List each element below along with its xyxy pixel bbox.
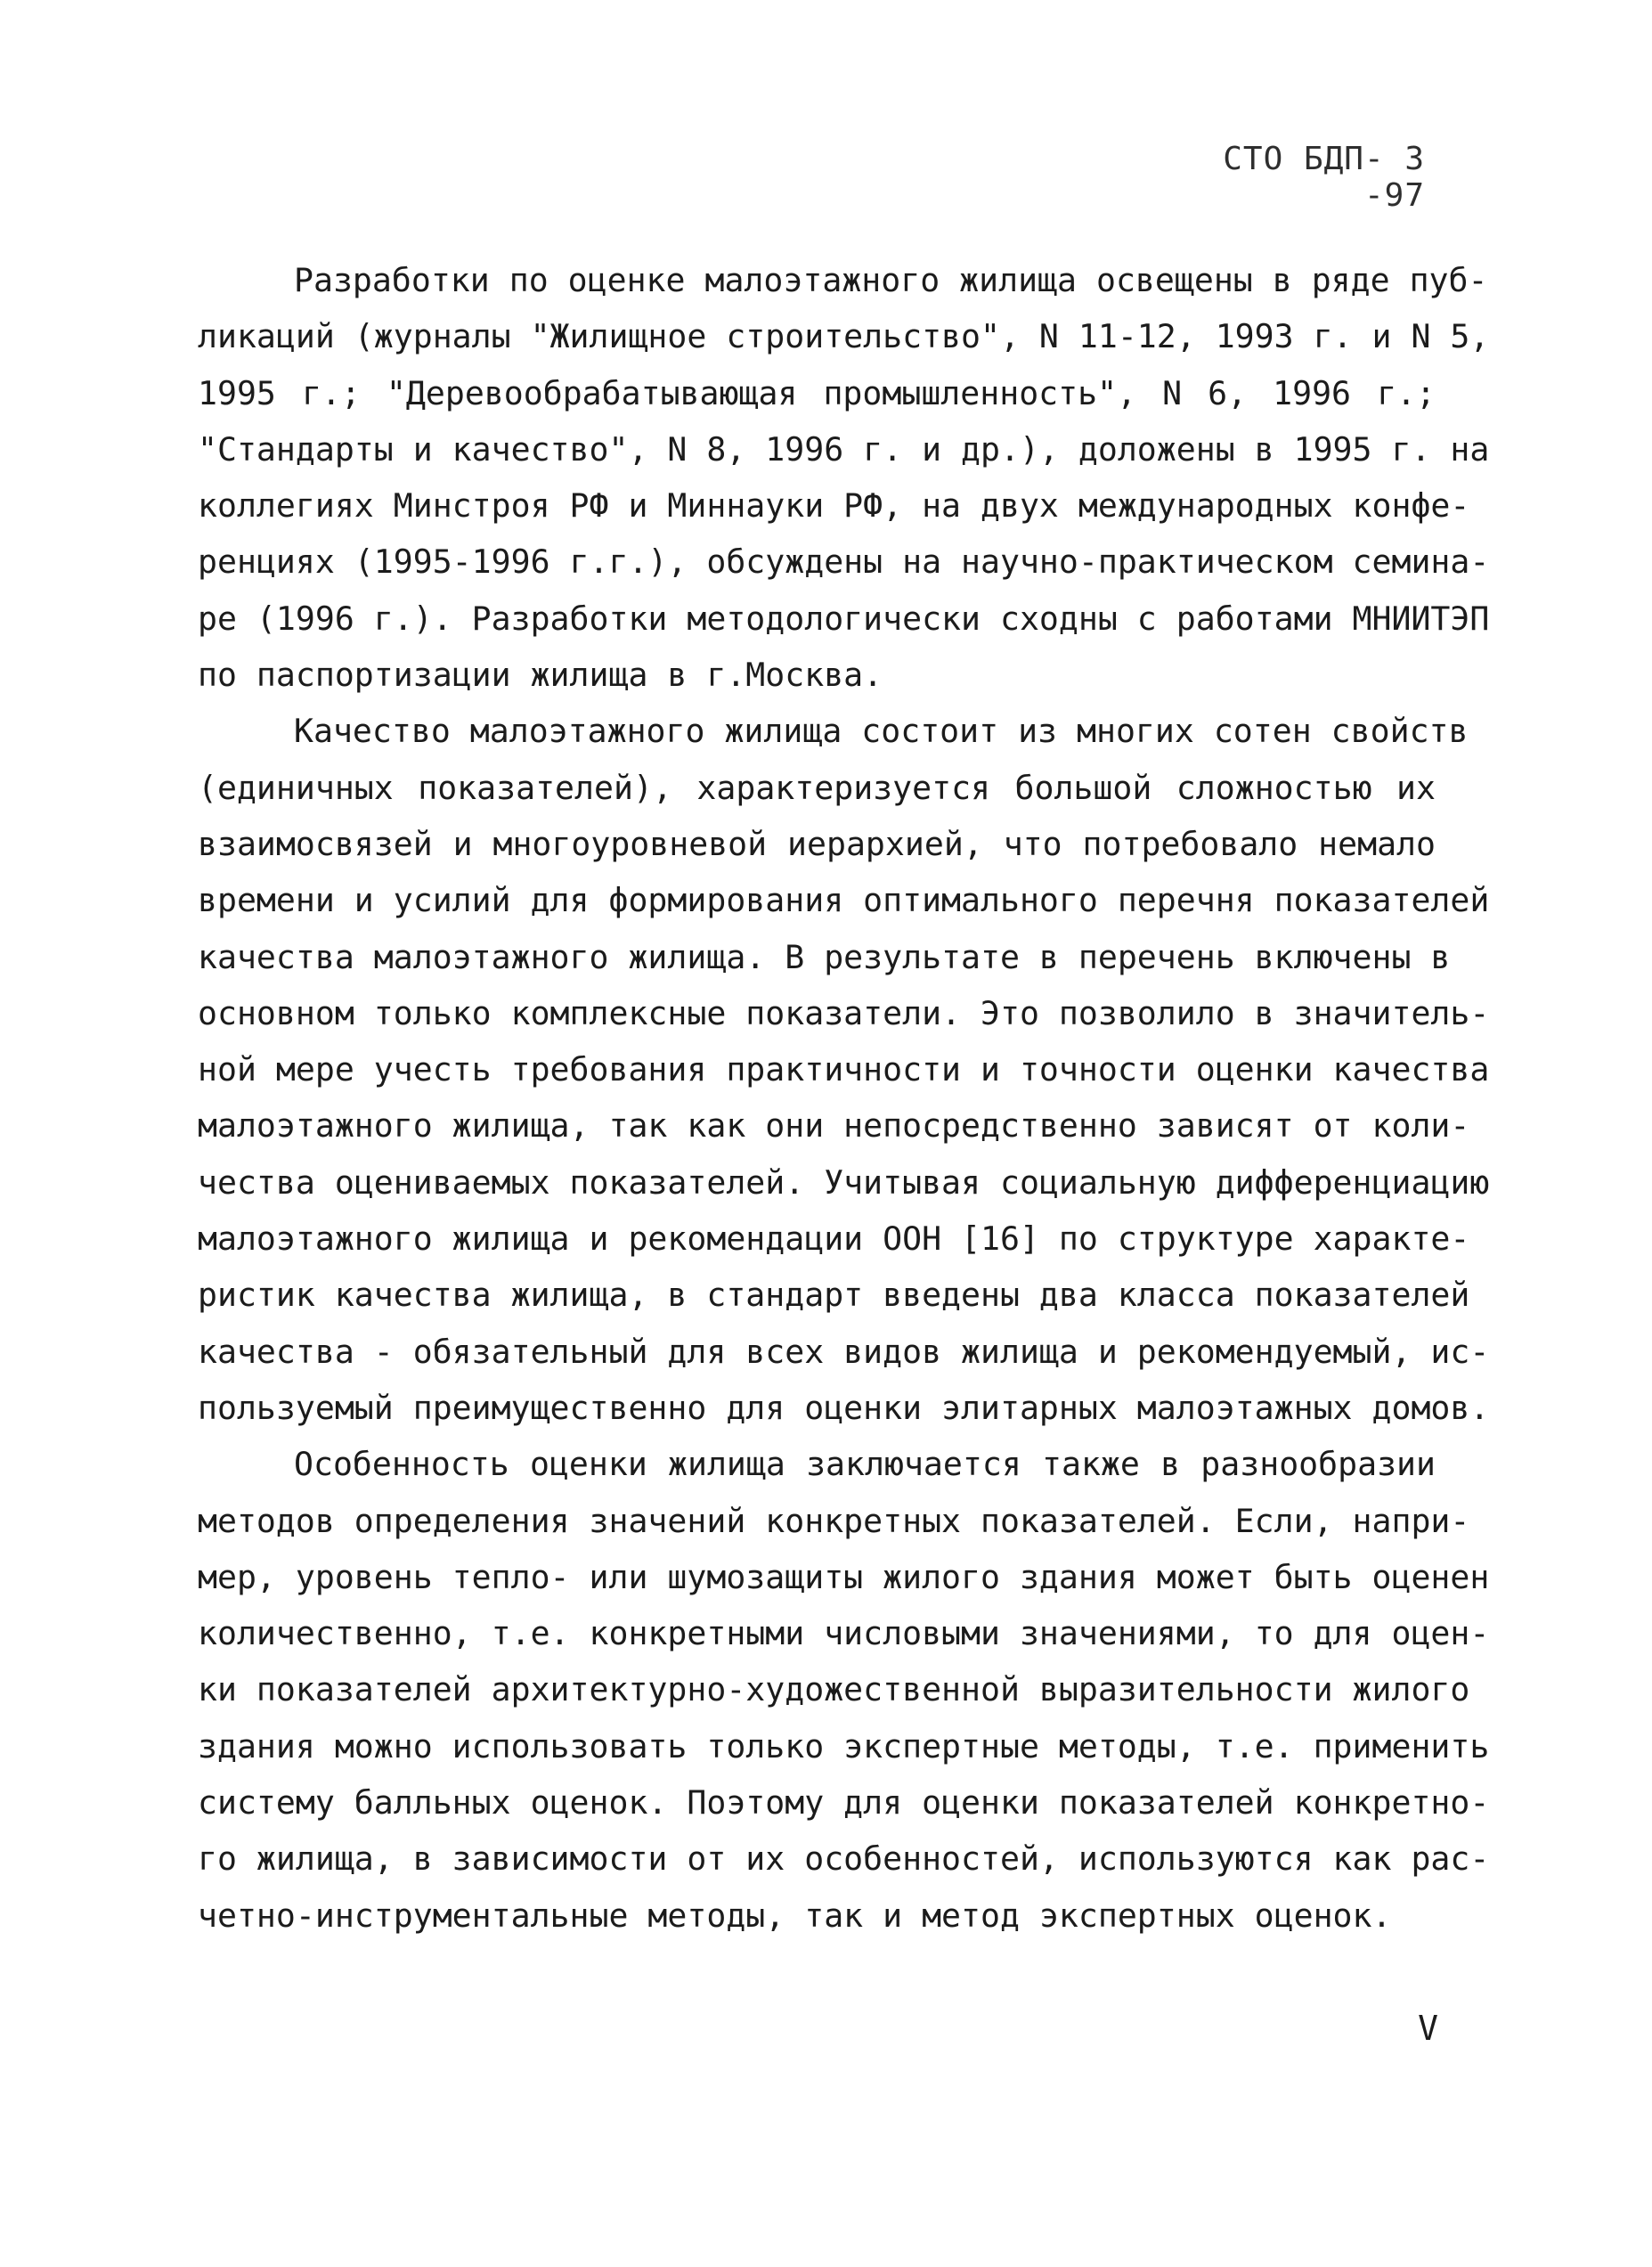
text-line: (единичных показателей), характеризуется большой сложностью их [198, 768, 1436, 807]
text-line: качества - обязательный для всех видов жилища и рекомендуемый, ис- [198, 1332, 1490, 1371]
text-line: малоэтажного жилища и рекомендации ООН [16] по структуре характе- [198, 1219, 1470, 1259]
text-line: ре (1996 г.). Разработки методологически сходны с работами МНИИТЭП [198, 599, 1490, 638]
text-line: мер, уровень тепло- или шумозащиты жилого здания может быть оценен [198, 1557, 1490, 1596]
paragraph-1 [198, 252, 1490, 703]
text-line: количественно, т.е. конкретными числовыми значениями, то для оцен- [198, 1614, 1490, 1653]
text-line: малоэтажного жилища, так как они непосредственно зависят от коли- [198, 1106, 1470, 1146]
text-line: 1995 г.; "Деревообрабатывающая промышленность", N 6, 1996 г.; [198, 373, 1436, 412]
text-line: качества малоэтажного жилища. В результате в перечень включены в [198, 937, 1451, 976]
paragraph-3 [198, 1436, 1490, 1944]
text-line: времени и усилий для формирования оптимального перечня показателей [198, 881, 1490, 920]
text-line: пользуемый преимущественно для оценки элитарных малоэтажных домов. [198, 1388, 1490, 1427]
text-line: четно-инструментальные методы, так и метод экспертных оценок. [198, 1896, 1392, 1935]
text-line: ки показателей архитектурно-художественной выразительности жилого [198, 1670, 1470, 1709]
text-line: ристик качества жилища, в стандарт введены два класса показателей [198, 1276, 1470, 1315]
text-line: Качество малоэтажного жилища состоит из многих сотен свойств [294, 712, 1469, 751]
text-line: основном только комплексные показатели. Это позволило в значитель- [198, 993, 1490, 1032]
text-line: го жилища, в зависимости от их особенностей, используются как рас- [198, 1839, 1490, 1879]
body-text [198, 252, 1490, 1944]
text-line: ной мере учесть требования практичности и точности оценки качества [198, 1050, 1490, 1089]
text-line: Разработки по оценке малоэтажного жилища освещены в ряде пуб- [294, 261, 1488, 299]
text-line: систему балльных оценок. Поэтому для оценки показателей конкретно- [198, 1783, 1490, 1823]
text-line: ренциях (1995-1996 г.г.), обсуждены на научно-практическом семина- [198, 542, 1490, 582]
page-number: V [1418, 2009, 1438, 2048]
paragraph-2 [198, 703, 1490, 1436]
document-code: СТО БДП- 3 -97 [1223, 141, 1425, 214]
text-line: по паспортизации жилища в г.Москва. [198, 656, 883, 695]
text-line: чества оцениваемых показателей. Учитывая социальную дифференциацию [198, 1162, 1490, 1202]
text-line: Особенность оценки жилища заключается также в разнообразии [294, 1445, 1436, 1484]
text-line: ликаций (журналы "Жилищное строительство", N 11-12, 1993 г. и N 5, [198, 317, 1490, 356]
text-line: здания можно использовать только экспертные методы, т.е. применить [198, 1726, 1490, 1765]
text-line: взаимосвязей и многоуровневой иерархией, что потребовало немало [198, 824, 1436, 863]
text-line: "Стандарты и качество", N 8, 1996 г. и др.), доложены в 1995 г. на [198, 429, 1490, 469]
text-line: коллегиях Минстроя РФ и Миннауки РФ, на двух международных конфе- [198, 486, 1470, 526]
text-line: методов определения значений конкретных показателей. Если, напри- [198, 1501, 1470, 1540]
